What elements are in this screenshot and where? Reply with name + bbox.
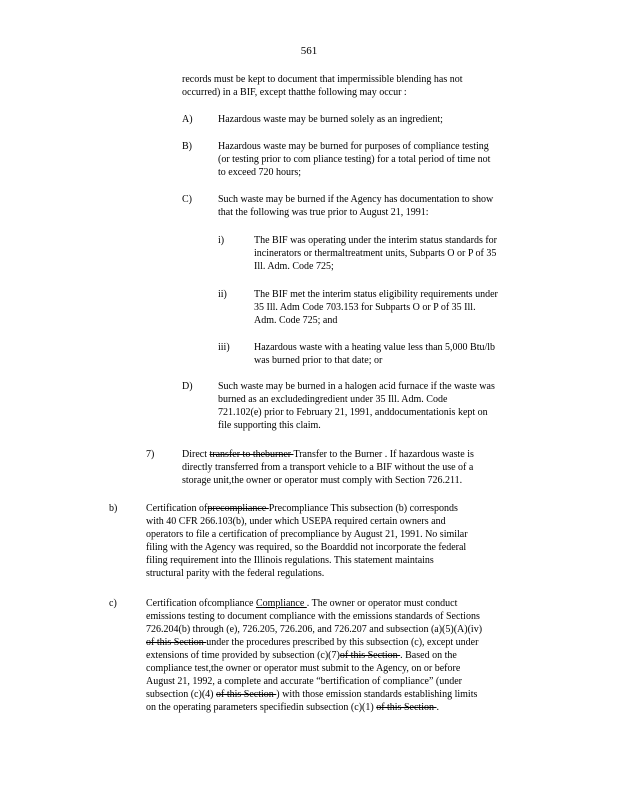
text-line: to exceed 720 hours; — [218, 167, 302, 178]
text-line: file supporting this claim. — [218, 420, 321, 431]
text-line: filing requirement into the Illinois regulations. This statement maintains — [146, 555, 434, 566]
text-line: compliance test,the owner or operator must submit to the Agency, on or before — [146, 663, 461, 674]
section-c-text — [146, 597, 482, 714]
text-run: extensions of time provided by subsection (c)(7) — [146, 650, 340, 661]
struck-text: of this Section — [215, 689, 277, 700]
item-c-text — [218, 193, 493, 219]
struck-text: of this Section — [376, 702, 437, 713]
text-line — [146, 649, 482, 662]
item-a-text — [218, 113, 443, 126]
sub-ii-text — [254, 288, 498, 327]
sub-i-text — [254, 234, 497, 273]
text-line: 35 Ill. Adm Code 703.153 for Subparts O or P of 35 Ill. — [254, 302, 476, 313]
text-run: Transfer to the Burner . If hazardous waste is — [293, 449, 474, 460]
text-line — [146, 701, 482, 714]
text-line: burned as an excludedingredient under 35 Ill. Adm. Code — [218, 394, 448, 405]
text-line: filing with the Agency was required, so the Boarddid not incorporate the federal — [146, 542, 467, 553]
struck-text: of this Section — [146, 637, 207, 648]
text-run: on the operating parameters specifiedin subsection (c)(1) — [146, 702, 377, 713]
item-b-label: B) — [182, 141, 192, 152]
text-line: Hazardous waste may be burned for purposes of compliance testing — [218, 141, 489, 152]
text-line: 721.102(e) prior to February 21, 1991, anddocumentationis kept on — [218, 407, 488, 418]
text-line: directly transferred from a transport vehicle to a BIF without the use of a — [182, 462, 474, 473]
text-line: that the following was true prior to August 21, 1991: — [218, 207, 429, 218]
text-line: storage unit,the owner or operator must comply with Section 726.211. — [182, 475, 463, 486]
text-line: occurred) in a BIF, except thatthe following may occur : — [182, 87, 407, 98]
text-run: . Based on the — [400, 650, 457, 661]
section-b-text — [146, 502, 468, 580]
text-run: under the procedures prescribed by this subsection (c), except under — [206, 637, 479, 648]
item-a-label: A) — [182, 114, 193, 125]
text-line: incinerators or thermaltreatment units, Subparts O or P of 35 — [254, 248, 497, 259]
text-line: August 21, 1992, a complete and accurate “bertification of compliance” (under — [146, 676, 462, 687]
text-line — [146, 688, 482, 701]
text-line: operators to file a certification of precompliance by August 21, 1991. No similar — [146, 529, 468, 540]
intro-paragraph — [182, 73, 463, 99]
text-line: structural parity with the federal regulations. — [146, 568, 325, 579]
item-d-label: D) — [182, 381, 193, 392]
struck-text: precompliance — [207, 503, 269, 514]
text-run: Certification ofcompliance — [146, 598, 256, 609]
text-run: . — [436, 702, 439, 713]
text-run: . The owner or operator must conduct — [306, 598, 458, 609]
text-line — [182, 448, 474, 461]
text-run: ) with those emission standards establishing limits — [276, 689, 478, 700]
item-7-label: 7) — [146, 449, 155, 460]
text-line: Hazardous waste with a heating value less than 5,000 Btu/lb — [254, 342, 496, 353]
text-line: Hazardous waste may be burned solely as an ingredient; — [218, 114, 443, 125]
item-7-text — [182, 448, 474, 487]
section-b-label: b) — [109, 503, 118, 514]
text-line: Ill. Adm. Code 725; — [254, 261, 334, 272]
item-c-label: C) — [182, 194, 192, 205]
text-line: The BIF met the interim status eligibility requirements under — [254, 289, 498, 300]
text-line — [146, 502, 468, 515]
section-c-label: c) — [109, 598, 117, 609]
text-run: Precompliance This subsection (b) corresponds — [268, 503, 458, 514]
underlined-text: Compliance — [255, 598, 307, 609]
text-run: Certification of — [146, 503, 208, 514]
text-line: Such waste may be burned if the Agency has documentation to show — [218, 194, 494, 205]
text-line — [146, 597, 482, 610]
item-d-text — [218, 380, 495, 432]
struck-text: of this Section — [339, 650, 401, 661]
text-line — [146, 636, 482, 649]
sub-i-label: i) — [218, 235, 225, 246]
text-run: subsection (c)(4) — [146, 689, 216, 700]
sub-iii-label: iii) — [218, 342, 230, 353]
text-line: emissions testing to document compliance with the emissions standards of Sections — [146, 611, 480, 622]
text-line: was burned prior to that date; or — [254, 355, 383, 366]
sub-ii-label: ii) — [218, 289, 227, 300]
struck-text: transfer to theburner — [209, 449, 294, 460]
text-run: Direct — [182, 449, 210, 460]
text-line: with 40 CFR 266.103(b), under which USEPA required certain owners and — [146, 516, 446, 527]
text-line: Adm. Code 725; and — [254, 315, 338, 326]
text-line: (or testing prior to com pliance testing) for a total period of time not — [218, 154, 491, 165]
item-b-text — [218, 140, 490, 179]
text-line: The BIF was operating under the interim status standards for — [254, 235, 497, 246]
text-line: 726.204(b) through (e), 726.205, 726.206, and 726.207 and subsection (a)(5)(A)(iv) — [146, 624, 483, 635]
page-number: 561 — [300, 45, 318, 57]
text-line: records must be kept to document that impermissible blending has not — [182, 74, 463, 85]
sub-iii-text — [254, 341, 495, 367]
text-line: Such waste may be burned in a halogen acid furnace if the waste was — [218, 381, 495, 392]
